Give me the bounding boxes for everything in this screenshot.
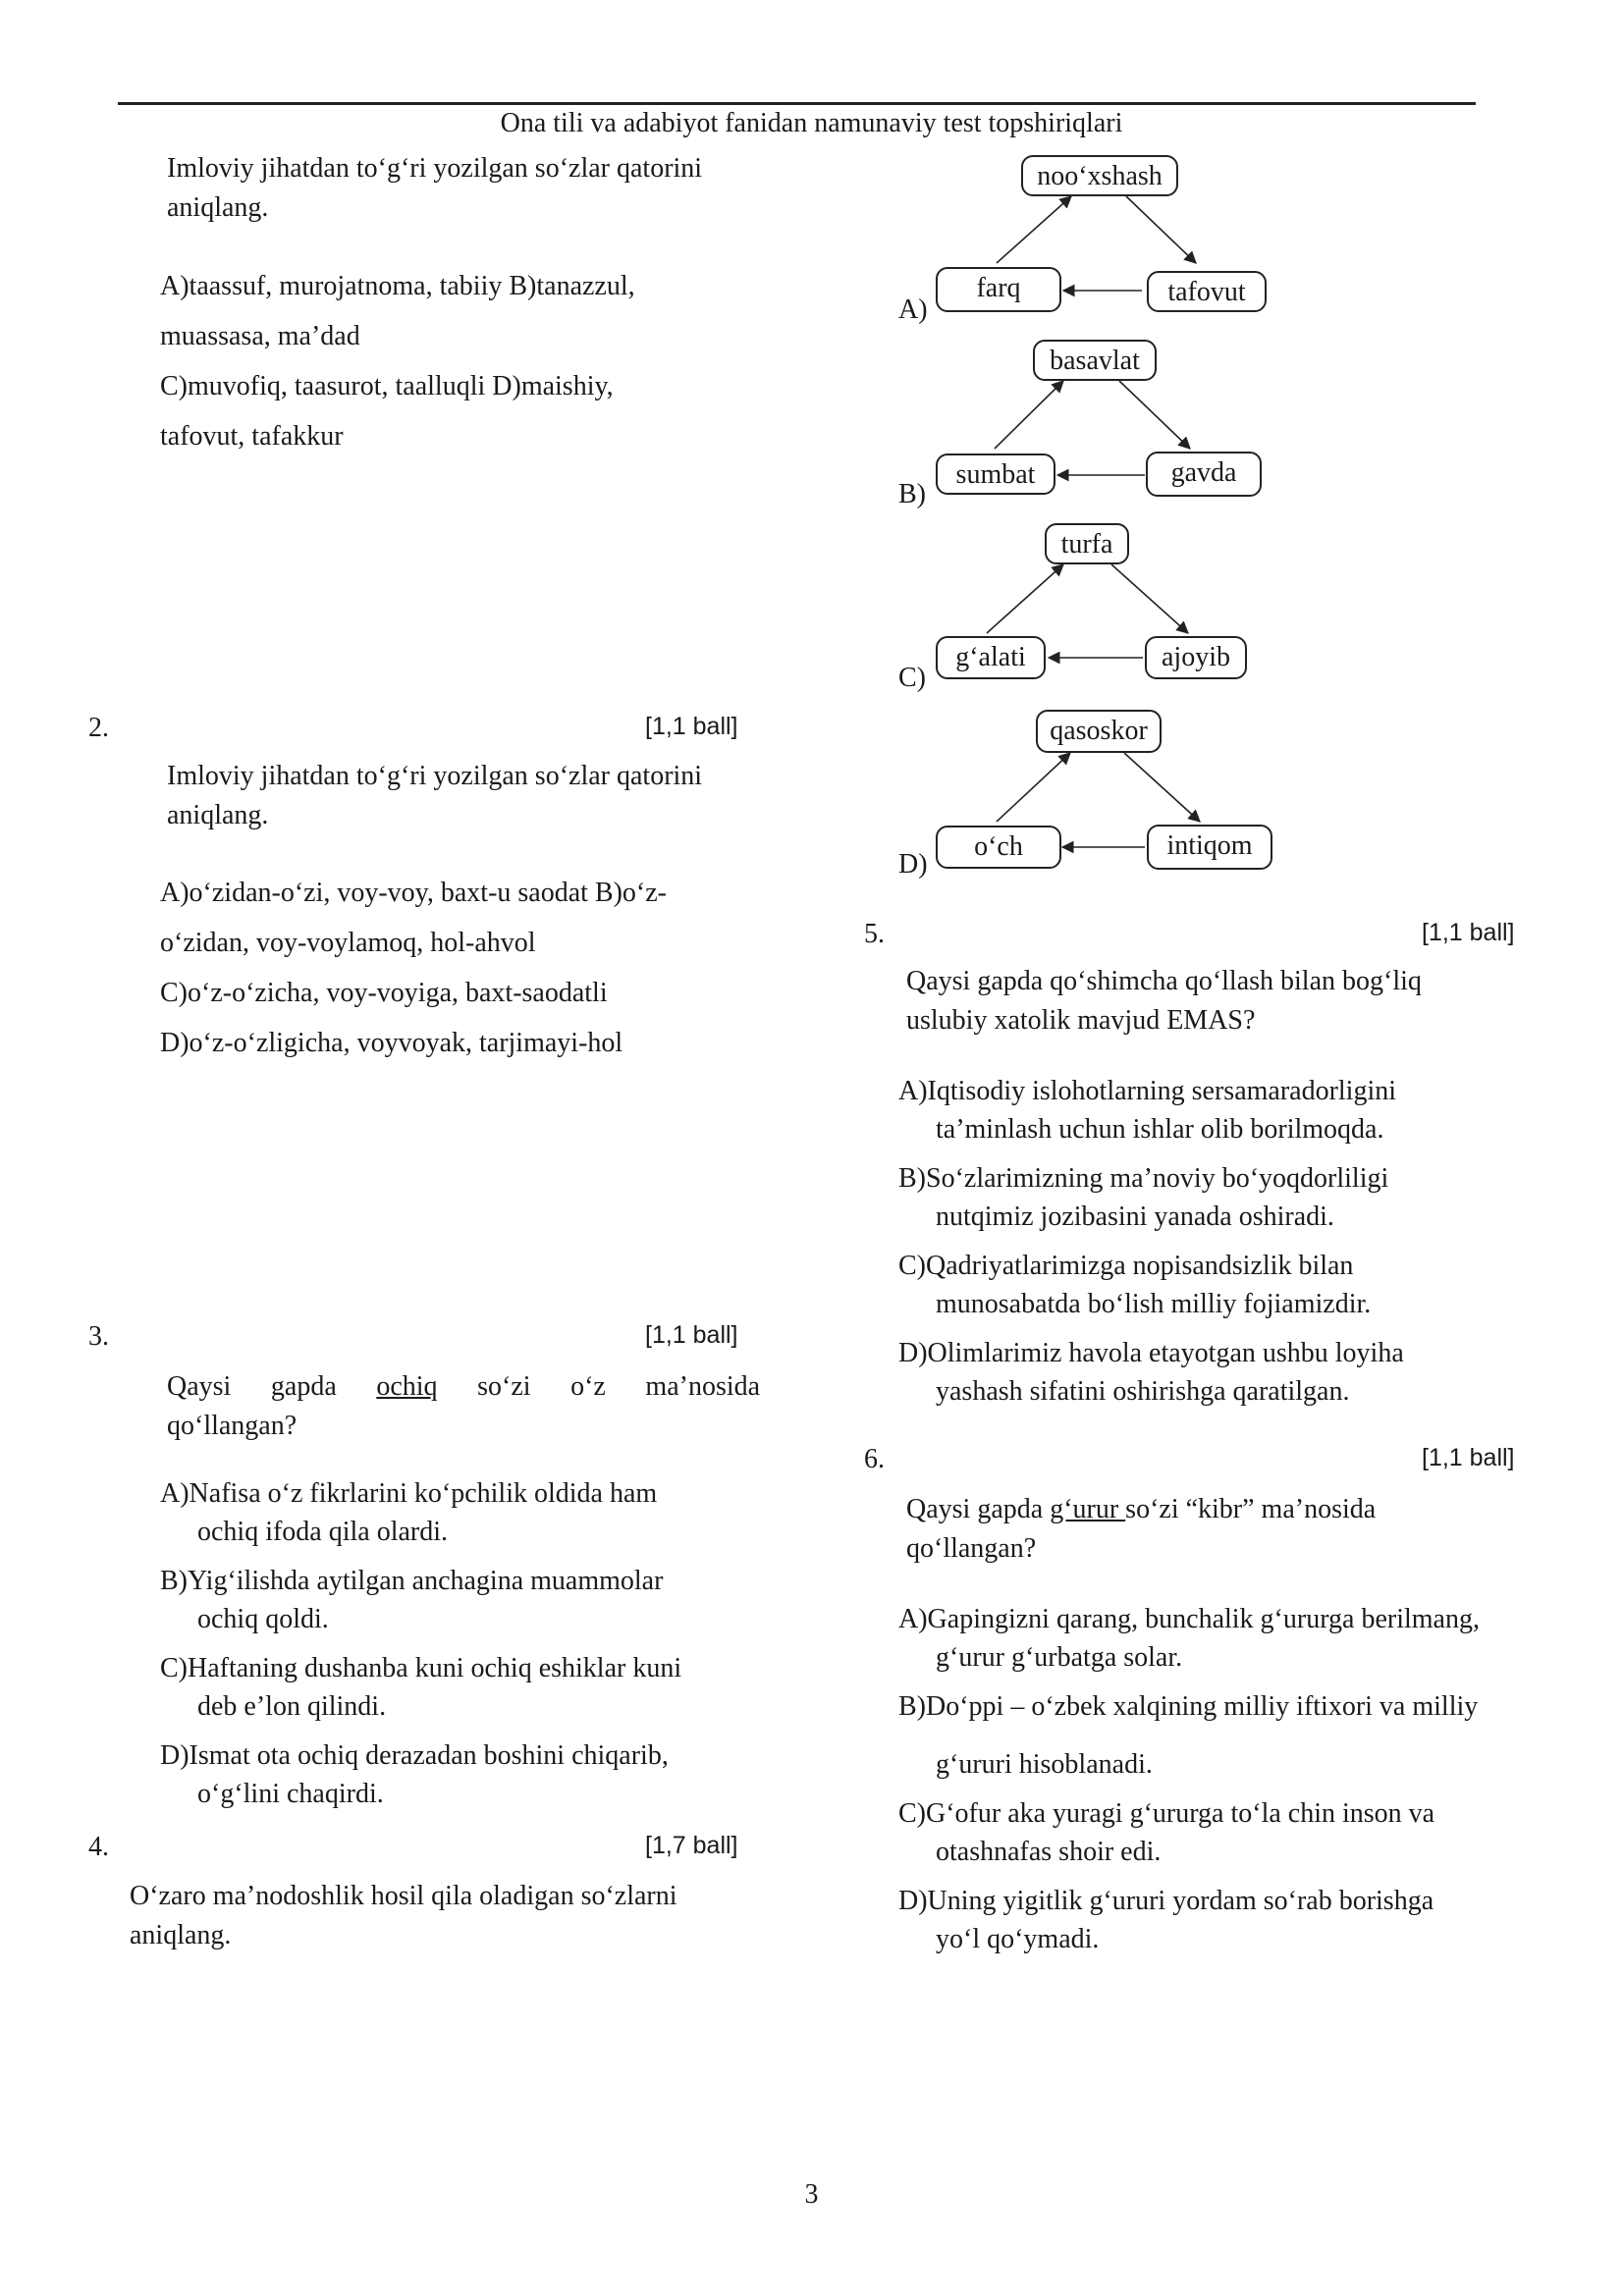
q2-option-line4: D)o‘z-o‘zligicha, voyvoyak, tarjimayi-hol	[160, 1028, 623, 1058]
q6-option-a	[898, 1600, 1480, 1677]
q3-stem-word: o‘z	[570, 1371, 606, 1402]
q6-option-d-line2: yo‘l qo‘ymadi.	[936, 1924, 1100, 1954]
arrow-line	[1126, 196, 1196, 263]
q3-stem-word: gapda	[270, 1371, 337, 1402]
arrow-line	[997, 753, 1070, 822]
q6-stem-line1	[906, 1490, 1376, 1529]
q6-option-b-line1: B)Do‘ppi – o‘zbek xalqining milliy iftixori va milliy	[898, 1691, 1479, 1722]
q6-option-d	[898, 1882, 1480, 1958]
q4-stem-line1: O‘zaro ma’nodoshlik hosil qila oladigan so‘zlarni	[130, 1881, 677, 1911]
q6-points: [1,1 ball]	[1422, 1444, 1515, 1471]
q3-keyword-ochiq: ochiq	[376, 1371, 438, 1402]
diagram-b-right-node: gavda	[1146, 452, 1262, 497]
q6-stem-text: so‘zi “kibr” ma’nosida	[1125, 1494, 1377, 1524]
q6-options	[898, 1600, 1480, 1958]
q5-option-c-line2: munosabatda bo‘lish milliy fojiamizdir.	[936, 1289, 1372, 1319]
page-header-title: Ona tili va adabiyot fanidan namunaviy test topshiriqlari	[500, 108, 1123, 138]
q5-stem-line1: Qaysi gapda qo‘shimcha qo‘llash bilan bog‘liq	[906, 966, 1422, 996]
q5-option-d	[898, 1334, 1404, 1411]
q5-option-a	[898, 1072, 1404, 1148]
diagram-c-right-node: ajoyib	[1145, 636, 1247, 679]
q2-option-line2: o‘zidan, voy-voylamoq, hol-ahvol	[160, 928, 536, 958]
q3-option-d-line2: o‘g‘lini chaqirdi.	[197, 1779, 384, 1809]
diagram-c-label: C)	[898, 663, 926, 693]
q1-option-line4: tafovut, tafakkur	[160, 421, 344, 452]
q6-option-b	[898, 1687, 1480, 1784]
q2-option-line3: C)o‘z-o‘zicha, voy-voyiga, baxt-saodatli	[160, 978, 608, 1008]
diagram-b-label: B)	[898, 479, 926, 509]
q5-option-d-line1: D)Olimlarimiz havola etayotgan ushbu loyiha	[898, 1338, 1404, 1368]
q3-stem-word: Qaysi	[167, 1371, 232, 1402]
q6-number: 6.	[864, 1444, 885, 1474]
q5-option-d-line2: yashash sifatini oshirishga qaratilgan.	[936, 1376, 1350, 1407]
diagram-b-left-node: sumbat	[936, 454, 1055, 495]
q6-stem-text: Qaysi gapda	[906, 1494, 1051, 1524]
q6-stem-line2: qo‘llangan?	[906, 1533, 1037, 1564]
diagram-d-label: D)	[898, 849, 928, 880]
q5-stem	[906, 962, 1422, 1041]
diagram-c-top-node: turfa	[1045, 523, 1129, 564]
q2-points: [1,1 ball]	[645, 713, 738, 740]
page-number: 3	[804, 2179, 819, 2210]
arrow-line	[1111, 564, 1188, 633]
q6-option-b-line2: g‘ururi hisoblanadi.	[936, 1749, 1153, 1780]
q6-option-c	[898, 1794, 1480, 1871]
q6-option-c-line1: C)G‘ofur aka yuragi g‘ururga to‘la chin inson va	[898, 1798, 1435, 1829]
q3-option-c-line1: C)Haftaning dushanba kuni ochiq eshiklar kuni	[160, 1653, 682, 1683]
arrow-line	[997, 196, 1071, 263]
q5-option-b-line1: B)So‘zlarimizning ma’noviy bo‘yoqdorliligi	[898, 1163, 1389, 1194]
q3-option-a-line1: A)Nafisa o‘z fikrlarini ko‘pchilik oldida ham	[160, 1478, 658, 1509]
q5-option-b-line2: nutqimiz jozibasini yanada oshiradi.	[936, 1201, 1334, 1232]
arrow-line	[987, 564, 1063, 633]
diagram-a-label: A)	[898, 294, 928, 325]
q6-option-d-line1: D)Uning yigitlik g‘ururi yordam so‘rab borishga	[898, 1886, 1434, 1916]
q1-stem-line2: aniqlang.	[167, 192, 269, 223]
q3-option-a	[160, 1474, 681, 1551]
q5-option-b	[898, 1159, 1404, 1236]
diagram-b-top-node: basavlat	[1033, 340, 1157, 381]
q1-option-line1: A)taassuf, murojatnoma, tabiiy B)tanazzul,	[160, 271, 635, 301]
q1-option-line2: muassasa, ma’dad	[160, 321, 360, 351]
q3-option-b-line2: ochiq qoldi.	[197, 1604, 329, 1634]
q3-stem-line2: qo‘llangan?	[167, 1411, 298, 1441]
diagram-d-right-node: intiqom	[1147, 825, 1272, 870]
q5-options	[898, 1072, 1404, 1411]
q6-stem	[906, 1490, 1376, 1569]
q4-points: [1,7 ball]	[645, 1832, 738, 1859]
diagram-d-top-node: qasoskor	[1036, 710, 1162, 753]
arrow-line	[995, 381, 1063, 449]
q5-option-a-line2: ta’minlash uchun ishlar olib borilmoqda.	[936, 1114, 1384, 1145]
q2-stem-line2: aniqlang.	[167, 800, 269, 830]
q1-stem-line1: Imloviy jihatdan to‘g‘ri yozilgan so‘zlar qatorini	[167, 153, 703, 184]
arrow-line	[1124, 753, 1200, 822]
q6-option-a-line2: g‘urur g‘urbatga solar.	[936, 1642, 1183, 1673]
q3-stem	[167, 1367, 760, 1446]
q3-option-b	[160, 1562, 681, 1638]
q5-option-c-line1: C)Qadriyatlarimizga nopisandsizlik bilan	[898, 1251, 1354, 1281]
diagram-a-right-node: tafovut	[1147, 271, 1267, 312]
q3-options	[160, 1474, 681, 1813]
q4-stem	[130, 1877, 677, 1955]
q5-number: 5.	[864, 919, 885, 949]
q3-option-d	[160, 1736, 681, 1813]
q2-number: 2.	[88, 713, 109, 743]
diagram-arrows	[0, 0, 1623, 982]
q3-stem-word: so‘zi	[477, 1371, 531, 1402]
q5-stem-line2: uslubiy xatolik mavjud EMAS?	[906, 1005, 1256, 1036]
q6-option-a-line1: A)Gapingizni qarang, bunchalik g‘ururga berilmang,	[898, 1604, 1480, 1634]
q3-stem-word: ma’nosida	[645, 1371, 761, 1402]
arrow-line	[1119, 381, 1190, 449]
q2-stem-line1: Imloviy jihatdan to‘g‘ri yozilgan so‘zlar qatorini	[167, 761, 703, 791]
q3-points: [1,1 ball]	[645, 1321, 738, 1349]
q3-option-b-line1: B)Yig‘ilishda aytilgan anchagina muammolar	[160, 1566, 664, 1596]
diagram-d-left-node: o‘ch	[936, 826, 1061, 869]
q3-stem-line1	[167, 1367, 760, 1407]
q3-option-c	[160, 1649, 681, 1726]
diagram-a-top-node: noo‘xshash	[1021, 155, 1178, 196]
q3-option-a-line2: ochiq ifoda qila olardi.	[197, 1517, 449, 1547]
q4-stem-line2: aniqlang.	[130, 1920, 232, 1950]
q6-keyword-gurur: g‘urur	[1050, 1494, 1126, 1524]
q1-option-line3: C)muvofiq, taasurot, taalluqli D)maishiy,	[160, 371, 614, 401]
q5-option-a-line1: A)Iqtisodiy islohotlarning sersamaradorligini	[898, 1076, 1397, 1106]
q3-option-d-line1: D)Ismat ota ochiq derazadan boshini chiqarib,	[160, 1740, 669, 1771]
diagram-c-left-node: g‘alati	[936, 636, 1046, 679]
diagram-a-left-node: farq	[936, 267, 1061, 312]
q6-option-c-line2: otashnafas shoir edi.	[936, 1837, 1162, 1867]
q5-option-c	[898, 1247, 1404, 1323]
q4-number: 4.	[88, 1832, 109, 1862]
q5-points: [1,1 ball]	[1422, 919, 1515, 946]
q3-number: 3.	[88, 1321, 109, 1352]
q3-option-c-line2: deb e’lon qilindi.	[197, 1691, 387, 1722]
q2-option-line1: A)o‘zidan-o‘zi, voy-voy, baxt-u saodat B)o‘z-	[160, 878, 668, 908]
